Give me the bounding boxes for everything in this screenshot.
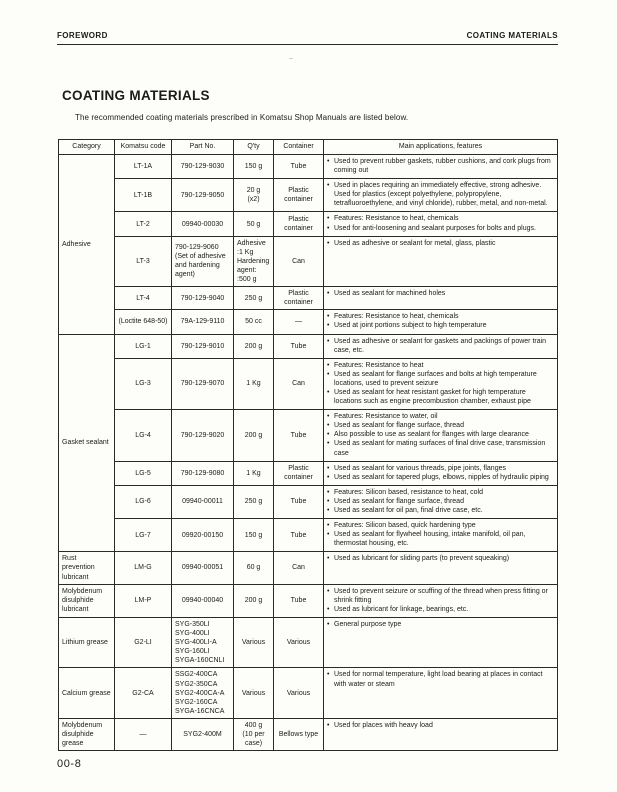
feature-item — [327, 488, 554, 497]
feature-text: General purpose type — [334, 620, 402, 628]
qty-cell: Various — [234, 617, 274, 667]
qty-cell: 150 g — [234, 519, 274, 552]
qty-cell: 200 g — [234, 334, 274, 358]
column-header-container: Container — [274, 140, 324, 155]
container-cell: Plastic container — [274, 461, 324, 485]
feature-item — [327, 620, 554, 629]
feature-item — [327, 214, 554, 223]
part-no-cell: 790-129-9010 — [172, 334, 234, 358]
table-row — [59, 519, 558, 552]
table-row — [59, 552, 558, 584]
container-cell: Tube — [274, 584, 324, 617]
komatsu-code-cell: LT-1A — [115, 155, 172, 179]
category-cell: Molybdenum disulphide grease — [59, 718, 115, 750]
komatsu-code-cell: LT-1B — [115, 179, 172, 212]
feature-item — [327, 439, 554, 457]
feature-text: Used for anti-loosening and sealant purposes for bolts and plugs. — [334, 224, 536, 232]
bullet-icon: • — [327, 671, 330, 679]
category-cell: Gasket sealant — [59, 334, 115, 552]
container-cell: Can — [274, 358, 324, 409]
qty-cell: 200 g — [234, 584, 274, 617]
bullet-icon: • — [327, 224, 330, 232]
table-row — [59, 718, 558, 750]
features-cell — [324, 552, 558, 584]
qty-cell: 250 g — [234, 287, 274, 310]
container-cell: Tube — [274, 519, 324, 552]
table-row — [59, 584, 558, 617]
features-cell — [324, 519, 558, 552]
bullet-icon: • — [327, 215, 330, 223]
part-no-cell: 79A-129-9110 — [172, 310, 234, 334]
komatsu-code-cell: G2-CA — [115, 668, 172, 718]
table-row — [59, 334, 558, 358]
container-cell: Can — [274, 236, 324, 286]
feature-item — [327, 321, 554, 330]
container-cell: Tube — [274, 155, 324, 179]
container-cell: Bellows type — [274, 718, 324, 750]
features-cell — [324, 155, 558, 179]
container-cell: Plastic container — [274, 287, 324, 310]
feature-item — [327, 388, 554, 406]
komatsu-code-cell: LG-5 — [115, 461, 172, 485]
bullet-icon: • — [327, 431, 330, 439]
komatsu-code-cell: LT-4 — [115, 287, 172, 310]
qty-cell: 1 Kg — [234, 358, 274, 409]
feature-item — [327, 605, 554, 614]
center-mark: ~ — [289, 56, 294, 63]
komatsu-code-cell: G2-LI — [115, 617, 172, 667]
feature-text: Used as sealant for mating surfaces of final drive case, transmission case — [334, 440, 546, 457]
part-no-cell: 790-129-9070 — [172, 358, 234, 409]
coating-table-body — [59, 155, 558, 751]
feature-item — [327, 289, 554, 298]
category-cell: Lithium grease — [59, 617, 115, 667]
feature-text: Used for places with heavy load — [334, 721, 433, 729]
qty-cell: 50 g — [234, 212, 274, 236]
bullet-icon: • — [327, 522, 330, 530]
features-cell — [324, 461, 558, 485]
feature-text: Used as sealant for flange surface, thread — [334, 422, 464, 430]
komatsu-code-cell: LT-2 — [115, 212, 172, 236]
qty-cell: 50 cc — [234, 310, 274, 334]
feature-item — [327, 530, 554, 548]
part-no-cell: 09940-00011 — [172, 485, 234, 518]
part-no-cell: 790-129-9020 — [172, 410, 234, 461]
features-cell — [324, 617, 558, 667]
feature-text: Used as sealant for various threads, pipe joints, flanges — [334, 464, 506, 472]
bullet-icon: • — [327, 158, 330, 165]
feature-text: Features: Resistance to heat, chemicals — [334, 313, 459, 321]
komatsu-code-cell: (Loctite 648-50) — [115, 310, 172, 334]
features-cell — [324, 334, 558, 358]
feature-item — [327, 157, 554, 175]
bullet-icon: • — [327, 413, 330, 421]
features-cell — [324, 485, 558, 518]
komatsu-code-cell: LG-1 — [115, 334, 172, 358]
table-row — [59, 485, 558, 518]
feature-text: Features: Resistance to heat, chemicals — [334, 215, 459, 223]
qty-cell: Various — [234, 668, 274, 718]
bullet-icon: • — [327, 370, 330, 378]
category-cell: Calcium grease — [59, 668, 115, 718]
qty-cell: 60 g — [234, 552, 274, 584]
feature-text: Used as lubricant for linkage, bearings, etc. — [334, 605, 469, 613]
part-no-cell: 790-129-9060 (Set of adhesive and hardening agent) — [172, 236, 234, 286]
column-header-features: Main applications, features — [324, 140, 558, 155]
part-no-cell: 09940-00030 — [172, 212, 234, 236]
column-header-part-no: Part No. — [172, 140, 234, 155]
container-cell: Various — [274, 668, 324, 718]
komatsu-code-cell: LG-3 — [115, 358, 172, 409]
feature-text: Used as lubricant for sliding parts (to prevent squeaking) — [334, 555, 510, 563]
column-header-qty: Q'ty — [234, 140, 274, 155]
qty-cell: 400 g (10 per case) — [234, 718, 274, 750]
feature-text: Used for normal temperature, light load bearing at places in contact with water or steam — [334, 671, 543, 688]
feature-item — [327, 587, 554, 605]
feature-text: Features: Silicon based, quick hardening type — [334, 522, 476, 530]
feature-item — [327, 224, 554, 233]
bullet-icon: • — [327, 488, 330, 496]
bullet-icon: • — [327, 531, 330, 539]
feature-item — [327, 239, 554, 248]
feature-text: Used as sealant for oil pan, final drive case, etc. — [334, 507, 483, 514]
feature-text: Used as sealant for machined holes — [334, 290, 446, 298]
page-title: COATING MATERIALS — [62, 88, 210, 103]
bullet-icon: • — [327, 497, 330, 505]
part-no-cell: 09940-00040 — [172, 584, 234, 617]
bullet-icon: • — [327, 620, 330, 628]
komatsu-code-cell: — — [115, 718, 172, 750]
qty-cell: 150 g — [234, 155, 274, 179]
feature-text: Used as adhesive or sealant for gaskets and packings of power train case, etc. — [334, 337, 547, 354]
bullet-icon: • — [327, 473, 330, 481]
feature-text: Used as sealant for tapered plugs, elbows, nipples of hydraulic piping — [334, 473, 549, 481]
qty-cell: Adhesive :1 Kg Hardening agent: :500 g — [234, 236, 274, 286]
feature-item — [327, 721, 554, 730]
container-cell: — — [274, 310, 324, 334]
bullet-icon: • — [327, 721, 330, 729]
intro-text: The recommended coating materials prescribed in Komatsu Shop Manuals are listed below. — [75, 113, 409, 122]
feature-text: Used in places requiring an immediately effective, strong adhesive. Used for plastics (except polyethylene, polypropylene, tetrafluoroethylene, and vinyl chloride), rubber, metal, and non-metal. — [334, 182, 548, 208]
part-no-cell: 09920-00150 — [172, 519, 234, 552]
part-no-cell: 09940-00051 — [172, 552, 234, 584]
komatsu-code-cell: LG-4 — [115, 410, 172, 461]
feature-item — [327, 181, 554, 208]
container-cell: Various — [274, 617, 324, 667]
qty-cell: 250 g — [234, 485, 274, 518]
bullet-icon: • — [327, 239, 330, 247]
feature-text: Features: Resistance to water, oil — [334, 413, 438, 421]
container-cell: Plastic container — [274, 212, 324, 236]
features-cell — [324, 410, 558, 461]
bullet-icon: • — [327, 464, 330, 472]
bullet-icon: • — [327, 440, 330, 448]
feature-item — [327, 464, 554, 473]
qty-cell: 1 Kg — [234, 461, 274, 485]
page-number: 00-8 — [57, 758, 82, 770]
feature-item — [327, 521, 554, 530]
bullet-icon: • — [327, 182, 330, 190]
feature-text: Used as adhesive or sealant for metal, glass, plastic — [334, 239, 496, 247]
komatsu-code-cell: LG-6 — [115, 485, 172, 518]
komatsu-code-cell: LM-G — [115, 552, 172, 584]
table-row — [59, 617, 558, 667]
features-cell — [324, 358, 558, 409]
feature-text: Used to prevent seizure or scuffing of the thread when press fitting or shrink fitting — [334, 587, 548, 604]
container-cell: Plastic container — [274, 179, 324, 212]
column-header-category: Category — [59, 140, 115, 155]
features-cell — [324, 584, 558, 617]
feature-item — [327, 497, 554, 506]
feature-item — [327, 473, 554, 482]
feature-text: Used at joint portions subject to high temperature — [334, 322, 487, 330]
bullet-icon: • — [327, 322, 330, 330]
features-cell — [324, 287, 558, 310]
feature-item — [327, 421, 554, 430]
running-header-right: COATING MATERIALS — [466, 31, 558, 40]
feature-text: Used as sealant for heat resistant gasket for high temperature locations such as engine precombustion chamber, exhaust pipe — [334, 388, 531, 406]
part-no-cell: SSG2-400CA SYG2-350CA SYG2-400CA-A SYG2-160CA SYGA-16CNCA — [172, 668, 234, 718]
category-cell: Adhesive — [59, 155, 115, 335]
bullet-icon: • — [327, 290, 330, 298]
table-row — [59, 212, 558, 236]
feature-item — [327, 312, 554, 321]
column-header-komatsu-code: Komatsu code — [115, 140, 172, 155]
features-cell — [324, 310, 558, 334]
feature-text: Features: Resistance to heat — [334, 361, 424, 369]
container-cell: Tube — [274, 334, 324, 358]
feature-item — [327, 430, 554, 439]
feature-item — [327, 337, 554, 355]
bullet-icon: • — [327, 313, 330, 321]
komatsu-code-cell: LM-P — [115, 584, 172, 617]
table-row — [59, 358, 558, 409]
bullet-icon: • — [327, 361, 330, 369]
bullet-icon: • — [327, 587, 330, 595]
feature-item — [327, 361, 554, 370]
running-header — [57, 31, 558, 45]
coating-materials-table-wrap — [58, 139, 558, 751]
feature-text: Used as sealant for flange surfaces and bolts at high temperature locations, used to prevent seizure — [334, 370, 537, 387]
feature-item — [327, 554, 554, 563]
table-row — [59, 310, 558, 334]
bullet-icon: • — [327, 422, 330, 430]
table-row — [59, 179, 558, 212]
komatsu-code-cell: LG-7 — [115, 519, 172, 552]
feature-item — [327, 370, 554, 388]
category-cell: Rust prevention lubricant — [59, 552, 115, 584]
part-no-cell: 790-129-9040 — [172, 287, 234, 310]
part-no-cell: 790-129-9030 — [172, 155, 234, 179]
bullet-icon: • — [327, 555, 330, 563]
features-cell — [324, 718, 558, 750]
features-cell — [324, 236, 558, 286]
table-row — [59, 461, 558, 485]
feature-text: Used as sealant for flywheel housing, intake manifold, oil pan, thermostat housing, etc. — [334, 531, 526, 548]
feature-text: Used as sealant for flange surface, thread — [334, 497, 464, 505]
features-cell — [324, 212, 558, 236]
part-no-cell: 790-129-9080 — [172, 461, 234, 485]
bullet-icon: • — [327, 337, 330, 345]
features-cell — [324, 668, 558, 718]
table-row — [59, 410, 558, 461]
coating-materials-table — [58, 139, 558, 751]
feature-item — [327, 412, 554, 421]
komatsu-code-cell: LT-3 — [115, 236, 172, 286]
feature-item — [327, 506, 554, 515]
table-row — [59, 236, 558, 286]
feature-text: Used to prevent rubber gaskets, rubber cushions, and cork plugs from coming out — [334, 158, 551, 175]
part-no-cell: SYG-350LI SYG-400LI SYG-400LI-A SYG-160LI SYGA-160CNLI — [172, 617, 234, 667]
feature-text: Also possible to use as sealant for flanges with large clearance — [334, 431, 529, 439]
feature-item — [327, 670, 554, 688]
qty-cell: 200 g — [234, 410, 274, 461]
category-cell: Molybdenum disulphide lubricant — [59, 584, 115, 617]
bullet-icon: • — [327, 507, 330, 514]
table-row — [59, 668, 558, 718]
bullet-icon: • — [327, 388, 330, 396]
running-header-left: FOREWORD — [57, 31, 108, 40]
container-cell: Can — [274, 552, 324, 584]
table-header-row — [59, 140, 558, 155]
feature-text: Features: Silicon based, resistance to heat, cold — [334, 488, 484, 496]
table-row — [59, 155, 558, 179]
features-cell — [324, 179, 558, 212]
table-row — [59, 287, 558, 310]
bullet-icon: • — [327, 605, 330, 613]
part-no-cell: 790-129-9050 — [172, 179, 234, 212]
container-cell: Tube — [274, 485, 324, 518]
qty-cell: 20 g (x2) — [234, 179, 274, 212]
part-no-cell: SYG2-400M — [172, 718, 234, 750]
container-cell: Tube — [274, 410, 324, 461]
